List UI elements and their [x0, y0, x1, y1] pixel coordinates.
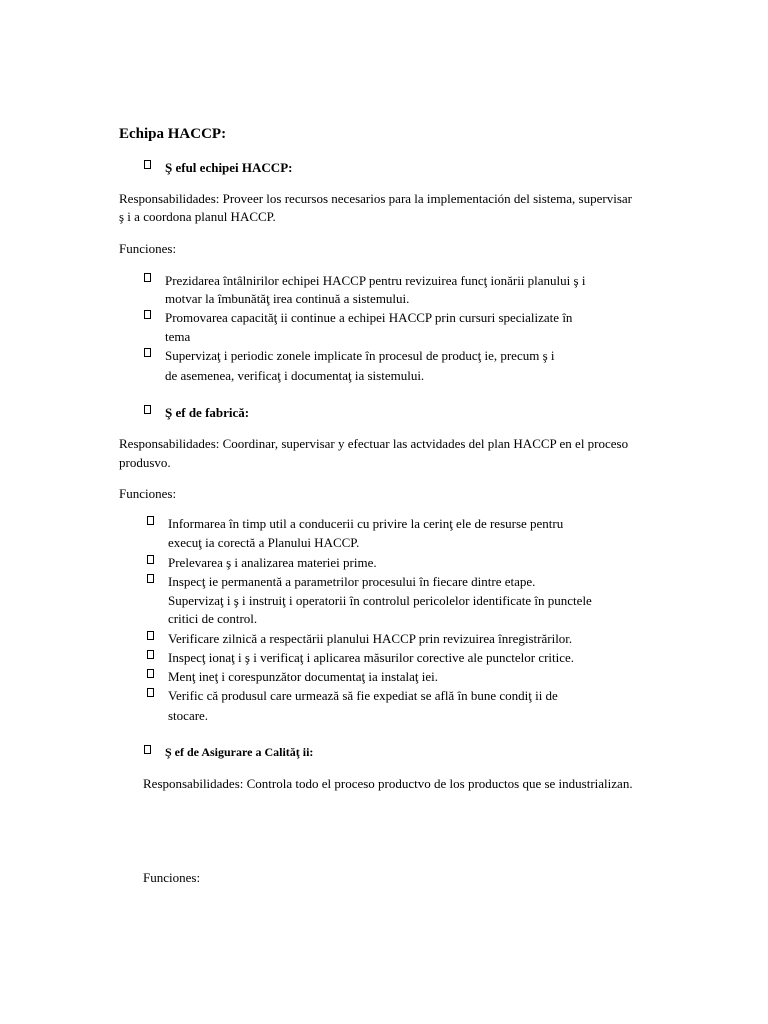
- bullet-box-icon: [147, 516, 154, 525]
- responsibilities-text: produsvo.: [119, 455, 171, 470]
- list-item: Inspecţ ionaţ i ş i verificaţ i aplicarea măsurilor corective ale punctelor critice.: [168, 650, 575, 665]
- bullet-box-icon: [147, 688, 154, 697]
- list-item: Verificare zilnică a respectării planului HACCP prin revizuirea înregistrărilor.: [168, 631, 573, 646]
- list-item: motvar la îmbunătăţ irea continuă a sistemului.: [165, 291, 410, 306]
- responsibilities-text: ş i a coordona planul HACCP.: [119, 209, 276, 224]
- list-item: Prezidarea întâlnirilor echipei HACCP pentru revizuirea funcţ ionării planului ş i: [165, 273, 586, 288]
- funciones-label: Funciones:: [119, 241, 177, 256]
- list-item: Promovarea capacităţ ii continue a echipei HACCP prin cursuri specializate în: [165, 310, 573, 325]
- bullet-box-icon: [147, 631, 154, 640]
- section-heading: Ş eful echipei HACCP:: [165, 160, 293, 175]
- bullet-box-icon: [144, 405, 151, 414]
- list-item: de asemenea, verificaţ i documentaţ ia sistemului.: [165, 368, 425, 383]
- list-item: Inspecţ ie permanentă a parametrilor procesului în fiecare dintre etape.: [168, 574, 536, 589]
- responsibilities-text: Responsabilidades: Proveer los recursos necesarios para la implementación del sistema, supervisar: [119, 191, 632, 206]
- list-item: Menţ ineţ i corespunzător documentaţ ia instalaţ iei.: [168, 669, 439, 684]
- document-title: Echipa HACCP:: [119, 126, 227, 142]
- list-item: stocare.: [168, 708, 209, 723]
- funciones-label: Funciones:: [143, 870, 201, 885]
- list-item: execuţ ia corectă a Planului HACCP.: [168, 535, 360, 550]
- bullet-box-icon: [144, 273, 151, 282]
- responsibilities-text: Responsabilidades: Coordinar, supervisar y efectuar las actvidades del plan HACCP en el proceso: [119, 436, 629, 451]
- bullet-box-icon: [147, 669, 154, 678]
- list-item: Prelevarea ş i analizarea materiei prime.: [168, 555, 377, 570]
- bullet-box-icon: [144, 348, 151, 357]
- list-item: Informarea în timp util a conducerii cu privire la cerinţ ele de resurse pentru: [168, 516, 564, 531]
- list-item: tema: [165, 329, 191, 344]
- list-item: Verific că produsul care urmează să fie expediat se află în bune condiţ ii de: [168, 688, 558, 703]
- list-item: Supervizaţ i ş i instruiţ i operatorii în controlul pericolelor identificate în punctele: [168, 593, 592, 608]
- funciones-label: Funciones:: [119, 486, 177, 501]
- bullet-box-icon: [144, 310, 151, 319]
- bullet-box-icon: [147, 555, 154, 564]
- bullet-box-icon: [144, 160, 151, 169]
- list-item: Supervizaţ i periodic zonele implicate în procesul de producţ ie, precum ş i: [165, 348, 555, 363]
- bullet-box-icon: [147, 574, 154, 583]
- section-heading: Ş ef de fabrică:: [165, 405, 250, 420]
- bullet-box-icon: [147, 650, 154, 659]
- bullet-box-icon: [144, 745, 151, 754]
- responsibilities-text: Responsabilidades: Controla todo el proceso productvo de los productos que se industrializan.: [143, 776, 633, 791]
- list-item: critici de control.: [168, 611, 258, 626]
- section-heading: Ş ef de Asigurare a Calităţ ii:: [165, 745, 314, 759]
